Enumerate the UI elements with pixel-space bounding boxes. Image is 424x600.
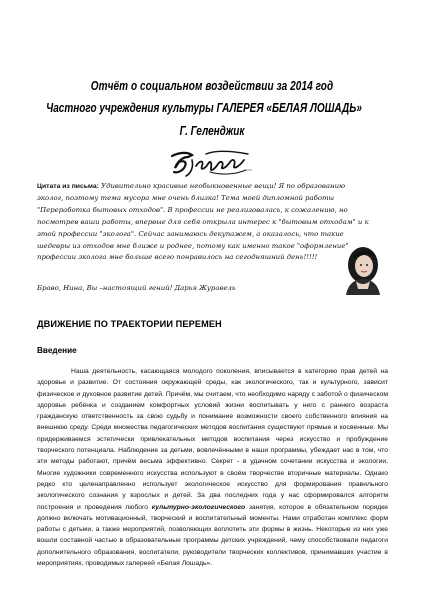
author-portrait — [340, 239, 386, 295]
body-paragraph-end: занятия, которое в обязательном порядке должно включать мотивационный, творческий и воспитательный моменты. Нами отработан комплекс форм работы с детьми, а также мероприятий, позволяющих воплотить эти формы в жизнь. Некоторые из них уже вошли составной частью в образовательные программы детских учреждений, чему способствовали педагоги дополнительного образования, воспитатели, руководители творческих коллективов, принимавших участие в мероприятиях, проводимых галереей «Белая Лошадь». — [37, 503, 388, 568]
body-emphasis: культурно-экологического — [151, 503, 246, 511]
body-text — [37, 366, 388, 569]
section-subtitle: Введение — [37, 346, 77, 355]
report-title: Отчёт о социальном воздействии за 2014 год — [90, 79, 334, 93]
body-paragraph — [37, 366, 388, 569]
quote-label: Цитата из письма: — [37, 183, 99, 190]
city-title: Г. Геленджик — [179, 124, 245, 138]
organization-title: Частного учреждения культуры ГАЛЕРЕЯ «БЕЛАЯ ЛОШАДЬ» — [46, 101, 362, 115]
section-title: ДВИЖЕНИЕ ПО ТРАЕКТОРИИ ПЕРЕМЕН — [37, 319, 222, 329]
gallery-logo — [166, 148, 258, 184]
body-paragraph-start: Наша деятельность, касающаяся молодого поколения, вписывается в категорию прав детей на здоровье и развитие. От состояния окружающей среды, как экологического, так и культурного, зависит физическое и духовное развитие детей. Причём, мы считаем, что необходимо наряду с заботой о физическом здоровье ребёнка и созданием комфортных условий жизни воспитывать у него с раннего возраста гражданскую ответственность за свою судьбу и понимание возможности своего собственного влияния на внешнюю среду. Среди множества педагогических методов воспитания существуют прямые и косвенные. Мы придерживаемся эстетически привлекательных методов воспитания через искусство и пробуждение творческого потенциала. Наблюдение за детьми, вовлечёнными в наши программы, убеждает нас в том, что эти методы работают, причём весьма эффективно. Секрет - в удачном сочетании искусства и экологии. Многие художники современного искусства используют в своём творчестве вторичные материалы. Однако редко кто целенаправленно использует экологическое искусство для формирования правильного экологического сознания у взрослых и детей. За два последних года у нас сформировался алгоритм построения и проведения любого — [37, 368, 388, 511]
letter-quote — [37, 181, 373, 264]
quote-signature: Браво, Нина, Вы –настоящий гений! Дарья Журавель — [37, 284, 236, 292]
quote-text: Удивительно красивые необыкновенные вещи! Я по образованию эколог, поэтому тема мусора мне очень близка! Тема моей дипломной работы "Переработка бытовых отходов". В профессии не реализовалась, к сожалению, но посмотрев ваши работы, впервые для себя открыла интерес к "бытовым отходам" и к этой профессии "эколога". Сейчас занимаюсь декупажем, а оказалось, что такие шедевры из отходов мне ближе и роднее, потому как именно такое "оформление" профессии эколога мне больше всего понравилось на сегодняшний день!!!!! — [37, 182, 369, 262]
